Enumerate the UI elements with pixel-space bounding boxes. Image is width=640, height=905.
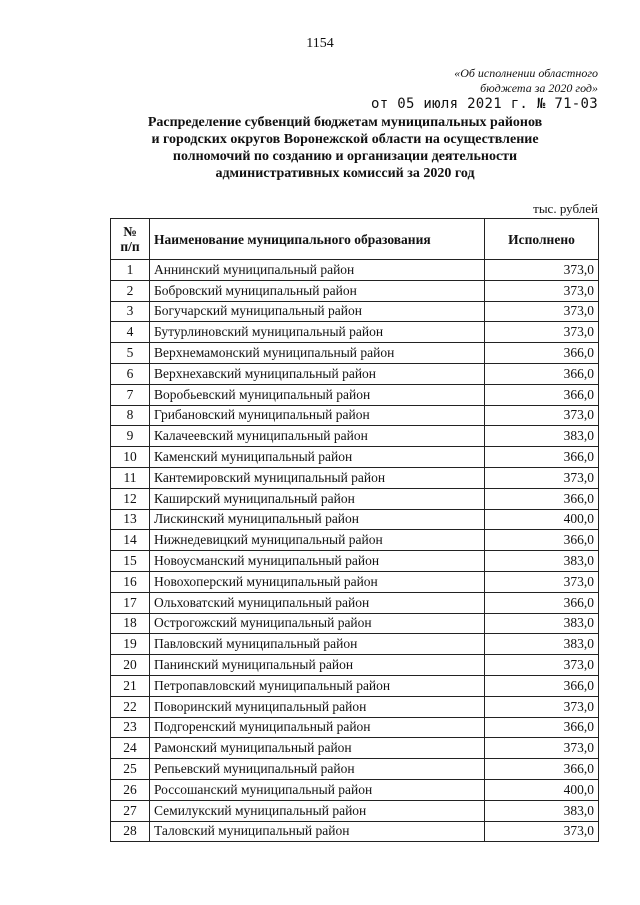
row-number: 6 <box>111 363 150 384</box>
table-row <box>111 821 599 842</box>
table-row <box>111 717 599 738</box>
municipality-name: Грибановский муниципальный район <box>150 405 485 426</box>
municipality-name: Петропавловский муниципальный район <box>150 675 485 696</box>
municipality-name: Лискинский муниципальный район <box>150 509 485 530</box>
executed-amount: 366,0 <box>485 530 599 551</box>
executed-amount: 373,0 <box>485 280 599 301</box>
table-row <box>111 488 599 509</box>
executed-amount: 383,0 <box>485 634 599 655</box>
executed-amount: 366,0 <box>485 675 599 696</box>
table-row <box>111 467 599 488</box>
document-title <box>110 114 580 182</box>
municipality-name: Острогожский муниципальный район <box>150 613 485 634</box>
executed-amount: 366,0 <box>485 447 599 468</box>
header-number-line: п/п <box>120 239 140 254</box>
table-row <box>111 779 599 800</box>
row-number: 21 <box>111 675 150 696</box>
executed-amount: 383,0 <box>485 426 599 447</box>
table-row <box>111 363 599 384</box>
table-row <box>111 738 599 759</box>
executed-amount: 373,0 <box>485 405 599 426</box>
table-row <box>111 322 599 343</box>
row-number: 25 <box>111 759 150 780</box>
municipality-name: Каменский муниципальный район <box>150 447 485 468</box>
row-number: 20 <box>111 655 150 676</box>
row-number: 18 <box>111 613 150 634</box>
municipality-name: Кантемировский муниципальный район <box>150 467 485 488</box>
municipality-name: Павловский муниципальный район <box>150 634 485 655</box>
municipality-name: Каширский муниципальный район <box>150 488 485 509</box>
table-row <box>111 384 599 405</box>
row-number: 10 <box>111 447 150 468</box>
row-number: 13 <box>111 509 150 530</box>
row-number: 22 <box>111 696 150 717</box>
municipality-name: Верхнемамонский муниципальный район <box>150 343 485 364</box>
title-line: полномочий по созданию и организации деятельности <box>172 149 518 164</box>
executed-amount: 366,0 <box>485 343 599 364</box>
table-row <box>111 280 599 301</box>
executed-amount: 373,0 <box>485 571 599 592</box>
municipality-name: Верхнехавский муниципальный район <box>150 363 485 384</box>
law-reference-line: бюджета за 2020 год» <box>480 81 598 95</box>
executed-amount: 383,0 <box>485 613 599 634</box>
header-value: Исполнено <box>485 219 599 260</box>
table-body <box>111 260 599 842</box>
row-number: 7 <box>111 384 150 405</box>
row-number: 11 <box>111 467 150 488</box>
executed-amount: 366,0 <box>485 717 599 738</box>
executed-amount: 366,0 <box>485 592 599 613</box>
municipality-name: Поворинский муниципальный район <box>150 696 485 717</box>
row-number: 26 <box>111 779 150 800</box>
header-number-line: № <box>123 224 137 239</box>
municipality-name: Нижнедевицкий муниципальный район <box>150 530 485 551</box>
row-number: 17 <box>111 592 150 613</box>
title-line: Распределение субвенций бюджетам муниципальных районов <box>147 115 543 130</box>
municipality-name: Таловский муниципальный район <box>150 821 485 842</box>
municipality-name: Россошанский муниципальный район <box>150 779 485 800</box>
row-number: 23 <box>111 717 150 738</box>
law-reference-line: «Об исполнении областного <box>454 66 598 80</box>
row-number: 12 <box>111 488 150 509</box>
table-row <box>111 613 599 634</box>
row-number: 16 <box>111 571 150 592</box>
row-number: 27 <box>111 800 150 821</box>
table-row <box>111 592 599 613</box>
header-name: Наименование муниципального образования <box>150 219 485 260</box>
municipality-name: Ольховатский муниципальный район <box>150 592 485 613</box>
executed-amount: 373,0 <box>485 301 599 322</box>
row-number: 1 <box>111 260 150 281</box>
table-row <box>111 530 599 551</box>
municipality-name: Бутурлиновский муниципальный район <box>150 322 485 343</box>
law-reference <box>338 66 598 96</box>
table-row <box>111 509 599 530</box>
row-number: 14 <box>111 530 150 551</box>
municipality-name: Калачеевский муниципальный район <box>150 426 485 447</box>
row-number: 3 <box>111 301 150 322</box>
executed-amount: 400,0 <box>485 779 599 800</box>
row-number: 8 <box>111 405 150 426</box>
table-row <box>111 655 599 676</box>
municipality-name: Бобровский муниципальный район <box>150 280 485 301</box>
table-row <box>111 675 599 696</box>
table-row <box>111 571 599 592</box>
executed-amount: 373,0 <box>485 821 599 842</box>
executed-amount: 383,0 <box>485 800 599 821</box>
municipality-name: Воробьевский муниципальный район <box>150 384 485 405</box>
table-row <box>111 426 599 447</box>
municipality-name: Рамонский муниципальный район <box>150 738 485 759</box>
row-number: 5 <box>111 343 150 364</box>
executed-amount: 373,0 <box>485 738 599 759</box>
municipality-name: Новоусманский муниципальный район <box>150 551 485 572</box>
executed-amount: 373,0 <box>485 655 599 676</box>
executed-amount: 366,0 <box>485 759 599 780</box>
municipality-name: Подгоренский муниципальный район <box>150 717 485 738</box>
executed-amount: 366,0 <box>485 384 599 405</box>
subventions-table <box>110 218 599 842</box>
executed-amount: 366,0 <box>485 363 599 384</box>
row-number: 19 <box>111 634 150 655</box>
row-number: 15 <box>111 551 150 572</box>
header-number <box>111 219 150 260</box>
table-row <box>111 343 599 364</box>
executed-amount: 400,0 <box>485 509 599 530</box>
title-line: административных комиссий за 2020 год <box>215 166 475 181</box>
title-line: и городских округов Воронежской области на осуществление <box>151 132 539 147</box>
executed-amount: 373,0 <box>485 467 599 488</box>
row-number: 24 <box>111 738 150 759</box>
table-row <box>111 634 599 655</box>
units-label: тыс. рублей <box>533 201 598 216</box>
row-number: 28 <box>111 821 150 842</box>
table-row <box>111 447 599 468</box>
row-number: 2 <box>111 280 150 301</box>
table-row <box>111 696 599 717</box>
municipality-name: Репьевский муниципальный район <box>150 759 485 780</box>
table-row <box>111 551 599 572</box>
executed-amount: 373,0 <box>485 696 599 717</box>
table-header-row <box>111 219 599 260</box>
table-row <box>111 800 599 821</box>
row-number: 4 <box>111 322 150 343</box>
table-row <box>111 405 599 426</box>
municipality-name: Новохоперский муниципальный район <box>150 571 485 592</box>
municipality-name: Аннинский муниципальный район <box>150 260 485 281</box>
row-number: 9 <box>111 426 150 447</box>
registration-stamp: от 05 июля 2021 г. № 71-03 <box>371 96 598 112</box>
municipality-name: Семилукский муниципальный район <box>150 800 485 821</box>
executed-amount: 366,0 <box>485 488 599 509</box>
municipality-name: Панинский муниципальный район <box>150 655 485 676</box>
municipality-name: Богучарский муниципальный район <box>150 301 485 322</box>
page-number: 1154 <box>306 36 334 51</box>
table-row <box>111 301 599 322</box>
table-row <box>111 260 599 281</box>
table-row <box>111 759 599 780</box>
executed-amount: 383,0 <box>485 551 599 572</box>
executed-amount: 373,0 <box>485 322 599 343</box>
executed-amount: 373,0 <box>485 260 599 281</box>
